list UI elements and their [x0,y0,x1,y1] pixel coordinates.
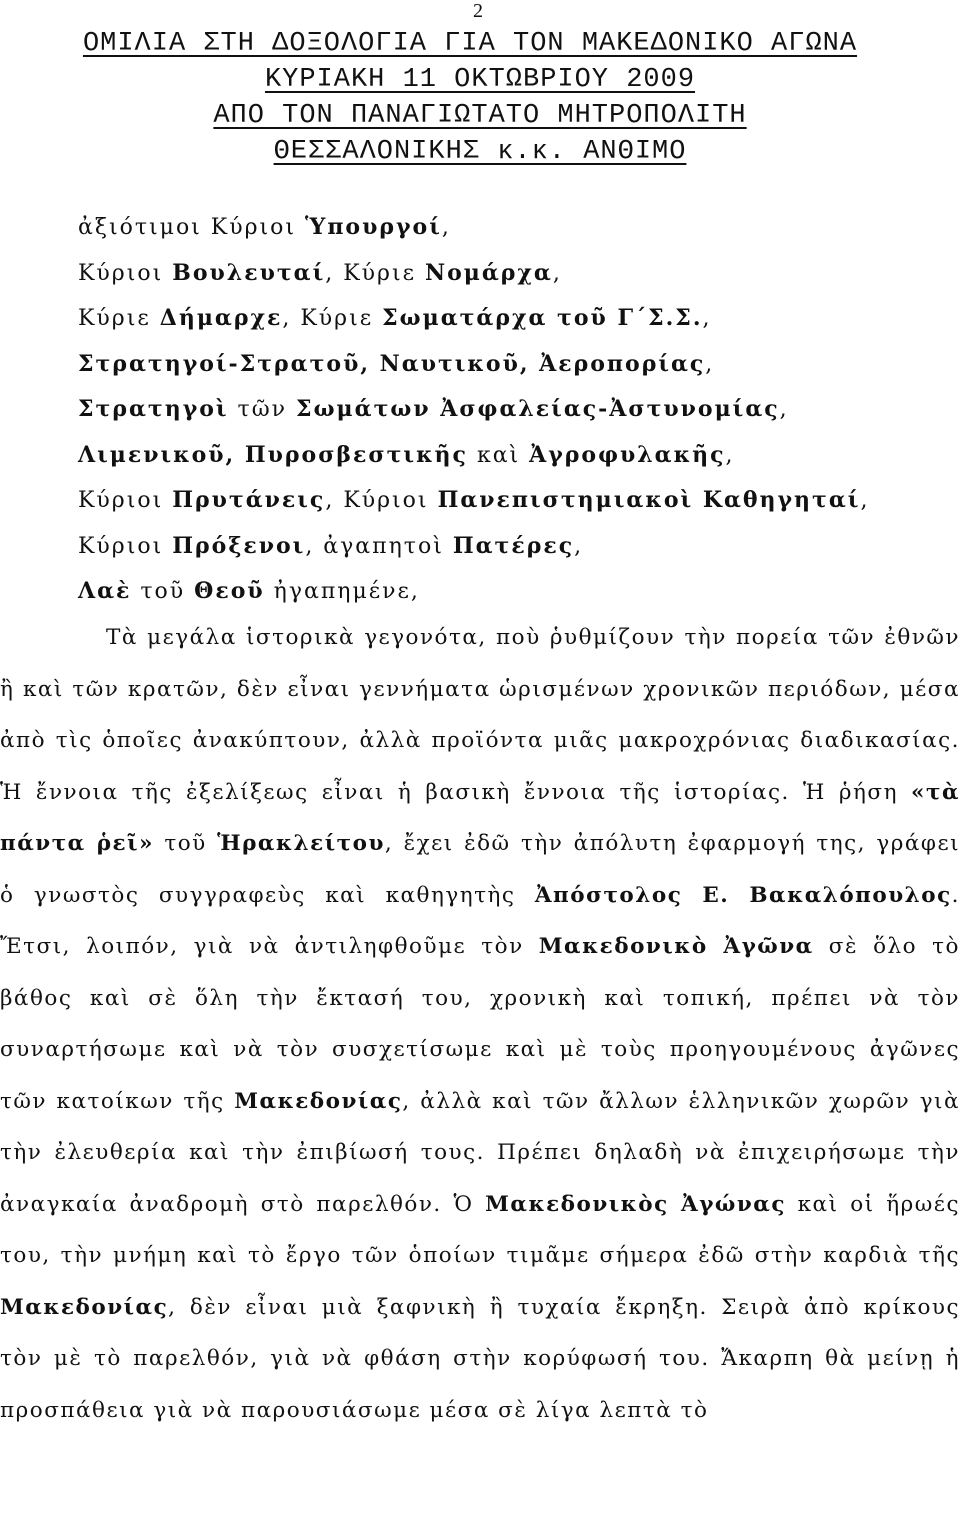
salutation-line: Λαὲ τοῦ Θεοῦ ἠγαπημένε, [78,578,420,604]
term-macedonian-struggle: Μακεδονικὸς Ἀγώνας [485,1191,786,1217]
salutation-line: Κύριοι Βουλευταί, Κύριε Νομάρχα, [78,259,562,286]
title-line-1: ΟΜΙΛΙΑ ΣΤΗ ΔΟΞΟΛΟΓΙΑ ΓΙΑ ΤΟΝ ΜΑΚΕΔΟΝΙΚΟ ΑΓΩΝΑ [82,29,858,59]
title-line-2: ΚΥΡΙΑΚΗ 11 ΟΚΤΩΒΡΙΟΥ 2009 [264,65,696,95]
salutation-list [78,205,938,615]
name-vakalopoulos: Ἀπόστολος Ε. Βακαλόπουλος [534,882,952,908]
quote-panta-rei: «τὰ πάντα ῥεῖ» [0,779,960,856]
salutation-line: Κύριοι Πρόξενοι, ἀγαπητοὶ Πατέρες, [78,532,584,559]
salutation-line: Στρατηγοί-Στρατοῦ, Ναυτικοῦ, Ἀεροπορίας, [78,350,715,377]
page-number: 2 [473,0,483,22]
name-heraclitus: Ἡρακλείτου [217,831,385,856]
body-paragraph: Τὰ μεγάλα ἱστορικὰ γεγονότα, ποὺ ῥυθμίζουν τὴν πορεία τῶν ἐθνῶν ἢ καὶ τῶν κρατῶν, δὲν εἶναι γεννήματα ὡρισμένων χρονικῶν περιόδων, μέσα ἀπὸ τὶς ὁποῖες ἀνακύπτουν, ἀλλὰ προϊόντα μιᾶς μακροχρόνιας διαδικασίας. Ἡ ἔννοια τῆς ἐξελίξεως εἶναι ἡ βασικὴ ἔννοια τῆς ἱστορίας. Ἡ ῥήση «τὰ πάντα ῥεῖ» τοῦ Ἡρακλείτου, ἔχει ἐδῶ τὴν ἀπόλυτη ἐφαρμογή της, γράφει ὁ γνωστὸς συγγραφεὺς καὶ καθηγητὴς Ἀπόστολος Ε. Βακαλόπουλος. Ἔτσι, λοιπόν, γιὰ νὰ ἀντιληφθοῦμε τὸν Μακεδονικὸ Ἀγῶνα σὲ ὅλο τὸ βάθος καὶ σὲ ὅλη τὴν ἔκτασή του, χρονικὴ καὶ τοπική, πρέπει νὰ τὸν συναρτήσωμε καὶ νὰ τὸν συσχετίσωμε καὶ μὲ τοὺς προηγουμένους ἀγῶνες τῶν κατοίκων τῆς Μακεδονίας, ἀλλὰ καὶ τῶν ἄλλων ἑλληνικῶν χωρῶν γιὰ τὴν ἐλευθερία καὶ τὴν ἐπιβίωσή τους. Πρέπει δηλαδὴ νὰ ἐπιχειρήσωμε τὴν ἀναγκαία ἀναδρομὴ στὸ παρελθόν. Ὁ Μακεδονικὸς Ἀγώνας καὶ οἱ ἥρωές του, τὴν μνήμη καὶ τὸ ἔργο τῶν ὁποίων τιμᾶμε σήμερα ἐδῶ στὴν καρδιὰ τῆς Μακεδονίας, δὲν εἶναι μιὰ ξαφνικὴ ἢ τυχαία ἔκρηξη. Σειρὰ ἀπὸ κρίκους τὸν μὲ τὸ παρελθόν, γιὰ νὰ φθάση στὴν κορύφωσή του. Ἄκαρπη θὰ μείνῃ ἡ προσπάθεια γιὰ νὰ παρουσιάσωμε μέσα σὲ λίγα λεπτὰ τὸ [0,625,960,1423]
term-macedonian-struggle: Μακεδονικὸ Ἀγῶνα [538,934,814,959]
salutation-line: Στρατηγοὶ τῶν Σωμάτων Ἀσφαλείας-Ἀστυνομίας, [78,396,789,422]
document-title [0,26,960,170]
salutation-line: Λιμενικοῦ, Πυροσβεστικῆς καὶ Ἀγροφυλακῆς, [78,441,735,468]
title-line-4: ΘΕΣΣΑΛΟΝΙΚΗΣ κ.κ. ΑΝΘΙΜΟ [273,137,687,167]
salutation-line: Κύριοι Πρυτάνεις, Κύριοι Πανεπιστημιακοὶ Καθηγηταί, [78,487,870,513]
term-macedonia: Μακεδονίας [0,1294,169,1320]
term-macedonia: Μακεδονίας [234,1088,403,1114]
title-line-3: ΑΠΟ ΤΟΝ ΠΑΝΑΓΙΩΤΑΤΟ ΜΗΤΡΟΠΟΛΙΤΗ [213,101,747,131]
salutation-line: Κύριε Δήμαρχε, Κύριε Σωματάρχα τοῦ Γ΄Σ.Σ., [78,305,712,331]
salutation-line: ἀξιότιμοι Κύριοι Ὑπουργοί, [78,214,451,240]
